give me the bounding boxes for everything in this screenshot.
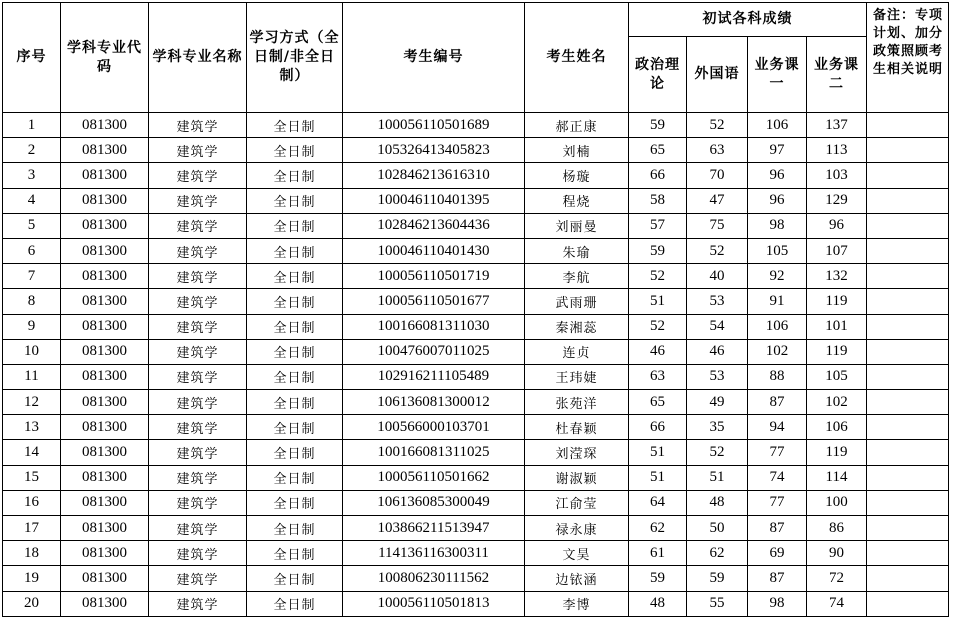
cell-major-name: 建筑学 (149, 339, 247, 364)
cell-major-code: 081300 (61, 364, 149, 389)
cell-exam-id: 100056110501662 (343, 465, 525, 490)
header-exam-id: 考生编号 (343, 3, 525, 113)
cell-foreign-score: 53 (687, 289, 748, 314)
cell-major-name: 建筑学 (149, 390, 247, 415)
cell-seq: 16 (3, 490, 61, 515)
cell-student-name: 边铱涵 (525, 566, 629, 591)
cell-course-two-score: 96 (807, 213, 867, 238)
cell-study-mode: 全日制 (247, 364, 343, 389)
cell-note (867, 390, 949, 415)
cell-foreign-score: 40 (687, 264, 748, 289)
cell-student-name: 王玮婕 (525, 364, 629, 389)
cell-major-code: 081300 (61, 314, 149, 339)
cell-exam-id: 100056110501813 (343, 591, 525, 616)
cell-course-one-score: 105 (748, 238, 807, 263)
header-note: 备注：专项计划、加分政策照顾考生相关说明 (867, 3, 949, 113)
table-row (3, 566, 949, 591)
cell-course-two-score: 119 (807, 289, 867, 314)
cell-politics-score: 52 (629, 264, 687, 289)
cell-student-name: 禄永康 (525, 516, 629, 541)
header-major-name: 学科专业名称 (149, 3, 247, 113)
cell-study-mode: 全日制 (247, 188, 343, 213)
cell-foreign-score: 46 (687, 339, 748, 364)
cell-exam-id: 100806230111562 (343, 566, 525, 591)
cell-politics-score: 59 (629, 238, 687, 263)
cell-major-code: 081300 (61, 566, 149, 591)
cell-course-two-score: 107 (807, 238, 867, 263)
cell-course-one-score: 77 (748, 440, 807, 465)
cell-study-mode: 全日制 (247, 138, 343, 163)
cell-politics-score: 59 (629, 113, 687, 138)
cell-seq: 18 (3, 541, 61, 566)
cell-major-code: 081300 (61, 465, 149, 490)
cell-study-mode: 全日制 (247, 566, 343, 591)
cell-politics-score: 61 (629, 541, 687, 566)
header-study-mode: 学习方式（全日制/非全日制） (247, 3, 343, 113)
cell-exam-id: 102846213616310 (343, 163, 525, 188)
table-row (3, 188, 949, 213)
cell-major-name: 建筑学 (149, 238, 247, 263)
cell-study-mode: 全日制 (247, 264, 343, 289)
cell-course-two-score: 72 (807, 566, 867, 591)
cell-course-two-score: 102 (807, 390, 867, 415)
cell-note (867, 465, 949, 490)
cell-major-name: 建筑学 (149, 314, 247, 339)
table-row (3, 490, 949, 515)
cell-study-mode: 全日制 (247, 238, 343, 263)
cell-seq: 3 (3, 163, 61, 188)
cell-major-name: 建筑学 (149, 440, 247, 465)
cell-major-code: 081300 (61, 188, 149, 213)
cell-politics-score: 57 (629, 213, 687, 238)
cell-exam-id: 100476007011025 (343, 339, 525, 364)
cell-course-one-score: 102 (748, 339, 807, 364)
table-body (3, 113, 949, 617)
table-row (3, 440, 949, 465)
cell-course-one-score: 88 (748, 364, 807, 389)
cell-course-one-score: 96 (748, 163, 807, 188)
cell-course-one-score: 106 (748, 113, 807, 138)
cell-politics-score: 63 (629, 364, 687, 389)
cell-note (867, 138, 949, 163)
cell-exam-id: 100056110501677 (343, 289, 525, 314)
cell-course-one-score: 92 (748, 264, 807, 289)
cell-course-one-score: 98 (748, 591, 807, 616)
cell-exam-id: 105326413405823 (343, 138, 525, 163)
cell-politics-score: 51 (629, 465, 687, 490)
table-row (3, 138, 949, 163)
cell-student-name: 刘滢琛 (525, 440, 629, 465)
cell-major-code: 081300 (61, 339, 149, 364)
table-row (3, 163, 949, 188)
cell-study-mode: 全日制 (247, 339, 343, 364)
cell-major-code: 081300 (61, 440, 149, 465)
cell-course-two-score: 114 (807, 465, 867, 490)
cell-seq: 8 (3, 289, 61, 314)
cell-note (867, 339, 949, 364)
cell-politics-score: 58 (629, 188, 687, 213)
cell-seq: 5 (3, 213, 61, 238)
cell-politics-score: 62 (629, 516, 687, 541)
cell-course-two-score: 137 (807, 113, 867, 138)
cell-major-code: 081300 (61, 213, 149, 238)
cell-student-name: 武雨珊 (525, 289, 629, 314)
cell-seq: 7 (3, 264, 61, 289)
cell-major-name: 建筑学 (149, 364, 247, 389)
cell-note (867, 591, 949, 616)
cell-major-name: 建筑学 (149, 541, 247, 566)
cell-study-mode: 全日制 (247, 314, 343, 339)
cell-study-mode: 全日制 (247, 591, 343, 616)
cell-seq: 1 (3, 113, 61, 138)
cell-politics-score: 64 (629, 490, 687, 515)
cell-foreign-score: 59 (687, 566, 748, 591)
cell-seq: 14 (3, 440, 61, 465)
cell-seq: 19 (3, 566, 61, 591)
cell-foreign-score: 50 (687, 516, 748, 541)
cell-note (867, 440, 949, 465)
cell-exam-id: 102846213604436 (343, 213, 525, 238)
cell-politics-score: 48 (629, 591, 687, 616)
cell-student-name: 李航 (525, 264, 629, 289)
cell-major-name: 建筑学 (149, 188, 247, 213)
cell-seq: 13 (3, 415, 61, 440)
cell-major-name: 建筑学 (149, 289, 247, 314)
cell-major-code: 081300 (61, 264, 149, 289)
cell-foreign-score: 52 (687, 440, 748, 465)
table-row (3, 541, 949, 566)
cell-student-name: 杜春颖 (525, 415, 629, 440)
cell-major-name: 建筑学 (149, 138, 247, 163)
table-row (3, 339, 949, 364)
cell-exam-id: 100046110401395 (343, 188, 525, 213)
cell-study-mode: 全日制 (247, 490, 343, 515)
cell-study-mode: 全日制 (247, 516, 343, 541)
cell-major-code: 081300 (61, 238, 149, 263)
cell-student-name: 李博 (525, 591, 629, 616)
cell-major-name: 建筑学 (149, 213, 247, 238)
cell-student-name: 刘丽曼 (525, 213, 629, 238)
cell-seq: 10 (3, 339, 61, 364)
header-scores-group: 初试各科成绩 (629, 3, 867, 37)
cell-major-code: 081300 (61, 516, 149, 541)
cell-course-two-score: 119 (807, 339, 867, 364)
cell-foreign-score: 63 (687, 138, 748, 163)
cell-foreign-score: 52 (687, 113, 748, 138)
cell-seq: 20 (3, 591, 61, 616)
header-student-name: 考生姓名 (525, 3, 629, 113)
cell-major-code: 081300 (61, 591, 149, 616)
cell-major-name: 建筑学 (149, 465, 247, 490)
cell-seq: 17 (3, 516, 61, 541)
table-row (3, 213, 949, 238)
cell-course-two-score: 103 (807, 163, 867, 188)
cell-major-code: 081300 (61, 490, 149, 515)
cell-exam-id: 106136081300012 (343, 390, 525, 415)
cell-note (867, 238, 949, 263)
header-foreign-language: 外国语 (687, 37, 748, 113)
cell-major-name: 建筑学 (149, 163, 247, 188)
cell-foreign-score: 47 (687, 188, 748, 213)
cell-exam-id: 114136116300311 (343, 541, 525, 566)
cell-politics-score: 59 (629, 566, 687, 591)
cell-major-name: 建筑学 (149, 516, 247, 541)
cell-student-name: 郝正康 (525, 113, 629, 138)
cell-foreign-score: 52 (687, 238, 748, 263)
cell-student-name: 秦湘蕊 (525, 314, 629, 339)
cell-foreign-score: 48 (687, 490, 748, 515)
cell-study-mode: 全日制 (247, 113, 343, 138)
cell-course-two-score: 132 (807, 264, 867, 289)
cell-course-one-score: 94 (748, 415, 807, 440)
cell-note (867, 163, 949, 188)
cell-course-two-score: 90 (807, 541, 867, 566)
cell-major-code: 081300 (61, 415, 149, 440)
cell-study-mode: 全日制 (247, 390, 343, 415)
cell-student-name: 张苑洋 (525, 390, 629, 415)
cell-course-one-score: 69 (748, 541, 807, 566)
cell-foreign-score: 75 (687, 213, 748, 238)
cell-note (867, 264, 949, 289)
cell-major-code: 081300 (61, 138, 149, 163)
cell-note (867, 314, 949, 339)
cell-note (867, 490, 949, 515)
cell-major-code: 081300 (61, 163, 149, 188)
table-row (3, 314, 949, 339)
cell-note (867, 289, 949, 314)
cell-foreign-score: 53 (687, 364, 748, 389)
cell-study-mode: 全日制 (247, 465, 343, 490)
cell-major-code: 081300 (61, 390, 149, 415)
table-row (3, 289, 949, 314)
cell-exam-id: 100056110501689 (343, 113, 525, 138)
cell-seq: 15 (3, 465, 61, 490)
cell-politics-score: 51 (629, 440, 687, 465)
cell-exam-id: 100046110401430 (343, 238, 525, 263)
cell-student-name: 杨璇 (525, 163, 629, 188)
header-politics: 政治理论 (629, 37, 687, 113)
cell-course-one-score: 87 (748, 516, 807, 541)
cell-seq: 2 (3, 138, 61, 163)
cell-foreign-score: 49 (687, 390, 748, 415)
cell-exam-id: 100566000103701 (343, 415, 525, 440)
cell-course-one-score: 97 (748, 138, 807, 163)
cell-student-name: 谢淑颖 (525, 465, 629, 490)
cell-study-mode: 全日制 (247, 213, 343, 238)
cell-note (867, 213, 949, 238)
cell-study-mode: 全日制 (247, 415, 343, 440)
cell-politics-score: 46 (629, 339, 687, 364)
table-row (3, 516, 949, 541)
cell-major-name: 建筑学 (149, 113, 247, 138)
cell-note (867, 516, 949, 541)
cell-study-mode: 全日制 (247, 289, 343, 314)
cell-student-name: 文昊 (525, 541, 629, 566)
cell-course-one-score: 91 (748, 289, 807, 314)
cell-major-name: 建筑学 (149, 415, 247, 440)
cell-course-one-score: 87 (748, 566, 807, 591)
cell-course-two-score: 105 (807, 364, 867, 389)
cell-course-one-score: 87 (748, 390, 807, 415)
header-course-two: 业务课二 (807, 37, 867, 113)
cell-exam-id: 100056110501719 (343, 264, 525, 289)
cell-exam-id: 102916211105489 (343, 364, 525, 389)
cell-major-code: 081300 (61, 541, 149, 566)
header-major-code: 学科专业代码 (61, 3, 149, 113)
cell-study-mode: 全日制 (247, 163, 343, 188)
cell-seq: 4 (3, 188, 61, 213)
cell-course-two-score: 129 (807, 188, 867, 213)
cell-course-one-score: 98 (748, 213, 807, 238)
cell-note (867, 364, 949, 389)
cell-seq: 12 (3, 390, 61, 415)
table-row (3, 364, 949, 389)
cell-course-two-score: 86 (807, 516, 867, 541)
cell-note (867, 566, 949, 591)
cell-study-mode: 全日制 (247, 541, 343, 566)
table-row (3, 238, 949, 263)
cell-note (867, 415, 949, 440)
cell-course-one-score: 96 (748, 188, 807, 213)
table-row (3, 465, 949, 490)
cell-course-two-score: 113 (807, 138, 867, 163)
header-course-one: 业务课一 (748, 37, 807, 113)
cell-politics-score: 65 (629, 390, 687, 415)
cell-major-name: 建筑学 (149, 490, 247, 515)
cell-course-two-score: 74 (807, 591, 867, 616)
table-row (3, 415, 949, 440)
cell-seq: 11 (3, 364, 61, 389)
cell-student-name: 刘楠 (525, 138, 629, 163)
cell-course-two-score: 119 (807, 440, 867, 465)
cell-politics-score: 65 (629, 138, 687, 163)
cell-foreign-score: 35 (687, 415, 748, 440)
cell-seq: 9 (3, 314, 61, 339)
cell-student-name: 程烧 (525, 188, 629, 213)
cell-study-mode: 全日制 (247, 440, 343, 465)
table-row (3, 264, 949, 289)
cell-foreign-score: 55 (687, 591, 748, 616)
cell-course-two-score: 100 (807, 490, 867, 515)
cell-course-one-score: 74 (748, 465, 807, 490)
table-row (3, 113, 949, 138)
cell-student-name: 朱瑜 (525, 238, 629, 263)
table-row (3, 591, 949, 616)
table-row (3, 390, 949, 415)
cell-foreign-score: 54 (687, 314, 748, 339)
cell-exam-id: 100166081311025 (343, 440, 525, 465)
cell-student-name: 连贞 (525, 339, 629, 364)
cell-foreign-score: 62 (687, 541, 748, 566)
cell-major-name: 建筑学 (149, 264, 247, 289)
cell-seq: 6 (3, 238, 61, 263)
header-seq: 序号 (3, 3, 61, 113)
cell-exam-id: 106136085300049 (343, 490, 525, 515)
admission-score-table (2, 2, 949, 617)
cell-major-name: 建筑学 (149, 566, 247, 591)
cell-major-name: 建筑学 (149, 591, 247, 616)
cell-politics-score: 52 (629, 314, 687, 339)
cell-major-code: 081300 (61, 289, 149, 314)
cell-exam-id: 100166081311030 (343, 314, 525, 339)
cell-foreign-score: 70 (687, 163, 748, 188)
cell-note (867, 113, 949, 138)
cell-course-one-score: 77 (748, 490, 807, 515)
cell-course-two-score: 106 (807, 415, 867, 440)
cell-politics-score: 66 (629, 415, 687, 440)
cell-note (867, 188, 949, 213)
cell-politics-score: 66 (629, 163, 687, 188)
cell-student-name: 江俞莹 (525, 490, 629, 515)
cell-politics-score: 51 (629, 289, 687, 314)
cell-foreign-score: 51 (687, 465, 748, 490)
cell-exam-id: 103866211513947 (343, 516, 525, 541)
cell-course-one-score: 106 (748, 314, 807, 339)
cell-course-two-score: 101 (807, 314, 867, 339)
cell-note (867, 541, 949, 566)
cell-major-code: 081300 (61, 113, 149, 138)
